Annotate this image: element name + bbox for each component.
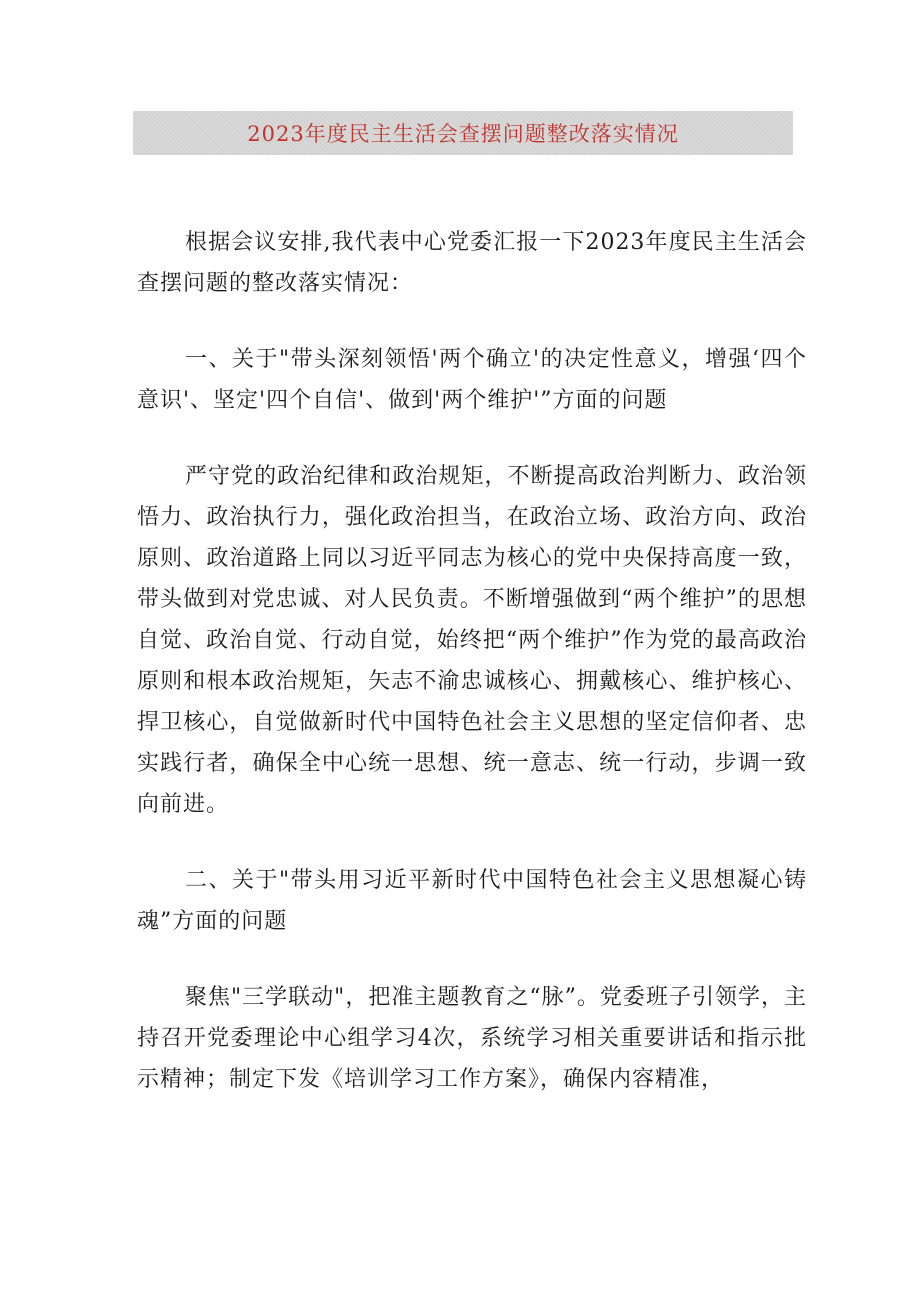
section-heading-1: 一、关于"带头深刻领悟'两个确立'的决定性意义，增强‘四个意识'、坚定'四个自信'、做到'两个维护'”方面的问题 bbox=[137, 347, 807, 413]
document-body bbox=[137, 222, 807, 1100]
section-heading-2: 二、关于"带头用习近平新时代中国特色社会主义思想凝心铸魂”方面的问题 bbox=[137, 868, 807, 934]
document-title: 2023年度民主生活会查摆问题整改落实情况 bbox=[247, 122, 679, 146]
paragraph-intro: 根据会议安排,我代表中心党委汇报一下2023年度民主生活会查摆问题的整改落实情况： bbox=[137, 230, 807, 296]
paragraph-section-1-body: 严守党的政治纪律和政治规矩，不断提高政治判断力、政治领悟力、政治执行力，强化政治担当，在政治立场、政治方向、政治原则、政治道路上同以习近平同志为核心的党中央保持高度一致，带头做到对党忠诚、对人民负责。不断增强做到“两个维护”的思想自觉、政治自觉、行动自觉，始终把“两个维护”作为党的最高政治原则和根本政治规矩，矢志不渝忠诚核心、拥戴核心、维护核心、捍卫核心，自觉做新时代中国特色社会主义思想的坚定信仰者、忠实践行者，确保全中心统一思想、统一意志、统一行动，步调一致向前进。 bbox=[137, 464, 807, 817]
paragraph-section-2-body: 聚焦"三学联动"，把准主题教育之“脉”。党委班子引领学，主持召开党委理论中心组学习4次，系统学习相关重要讲话和指示批示精神；制定下发《培训学习工作方案》，确保内容精准， bbox=[137, 985, 807, 1092]
title-banner bbox=[133, 111, 793, 155]
